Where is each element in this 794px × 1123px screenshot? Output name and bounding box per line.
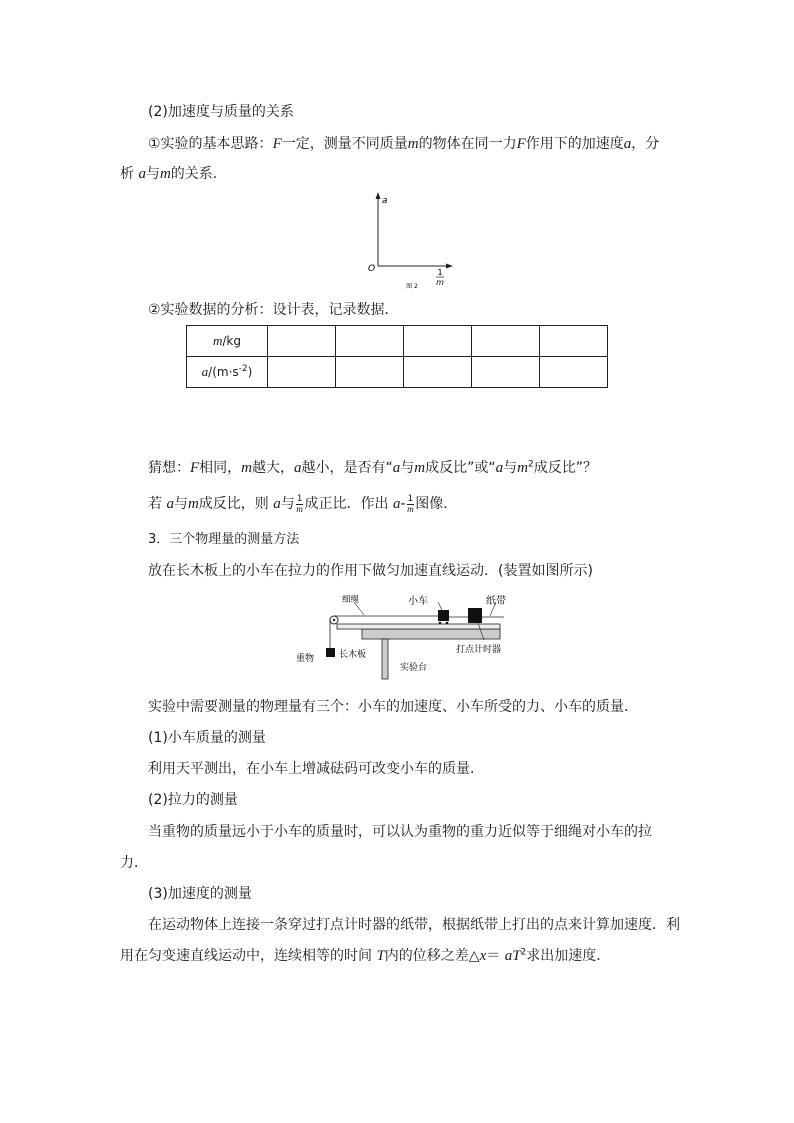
label-timer: 打点计时器 — [456, 645, 502, 655]
weight-block-icon — [326, 648, 335, 657]
heading-cart-mass: (1)小车质量的测量 — [148, 730, 266, 746]
label-weight: 重物 — [296, 654, 315, 664]
text-pull-force-line1: 当重物的质量远小于小车的质量时，可以认为重物的重力近似等于细绳对小车的拉 — [148, 824, 652, 840]
row-label-acceleration: $a/(m\cdot s^{-2})$ — [187, 357, 268, 388]
timer-block-icon — [468, 608, 482, 623]
section3-intro: 放在长木板上的小车在拉力的作用下做匀加速直线运动．(装置如图所示) — [148, 563, 593, 579]
data-table — [186, 325, 608, 388]
x-axis-arrow — [446, 264, 453, 269]
basic-idea-line2: 析 a与m的关系． — [120, 166, 227, 182]
fraction-one-over-m-2: $\frac{1}{m}$ — [407, 493, 414, 514]
long-board — [337, 624, 500, 629]
section-title-3: 3．三个物理量的测量方法 — [148, 532, 300, 547]
inverse-proportion-line: 若 a与m成反比，则 a与 $\frac{1}{m}$ 成正比．作出 a- $\frac{1}{m}$ 图像． — [148, 493, 458, 514]
table-cell[interactable] — [404, 326, 472, 357]
table-cell[interactable] — [404, 357, 472, 388]
text-acceleration-line2: 用在匀变速直线运动中，连续相等的时间 T内的位移之差△x＝ $aT^2$求出加速度． — [120, 947, 611, 964]
text-pull-force-line2: 力． — [120, 855, 148, 871]
table-cell[interactable] — [268, 326, 336, 357]
x-label-denominator: m — [436, 278, 444, 287]
figure-caption: 图 2 — [406, 283, 418, 290]
apparatus-diagram — [290, 590, 520, 680]
lab-bench-leg — [382, 639, 388, 679]
basic-idea-line1: ①实验的基本思路：F一定，测量不同质量m的物体在同一力F作用下的加速度a，分 — [148, 136, 660, 152]
table-row — [187, 357, 608, 388]
label-tape: 纸带 — [486, 596, 506, 607]
table-cell[interactable] — [472, 326, 540, 357]
text-cart-mass: 利用天平测出，在小车上增减砝码可改变小车的质量． — [148, 761, 484, 777]
row-label-mass: m/kg — [187, 326, 268, 357]
guess-line: 猜想：F相同，m越大，a越小，是否有“a与m成反比”或“a与$m^2$成反比”？ — [148, 459, 597, 476]
label-board: 长木板 — [339, 650, 367, 660]
fraction-one-over-m: $\frac{1}{m}$ — [296, 493, 303, 514]
origin-label: O — [368, 264, 376, 274]
table-cell[interactable] — [336, 357, 404, 388]
label-bench: 实验台 — [400, 663, 428, 673]
cart-block-icon — [438, 610, 449, 621]
table-cell[interactable] — [472, 357, 540, 388]
x-label-numerator: 1 — [437, 268, 443, 277]
table-cell[interactable] — [540, 357, 608, 388]
table-cell[interactable] — [540, 326, 608, 357]
table-cell[interactable] — [336, 326, 404, 357]
y-axis-arrow — [376, 192, 381, 199]
y-axis-label: a — [382, 196, 388, 206]
quantities-intro: 实验中需要测量的物理量有三个：小车的加速度、小车所受的力、小车的质量． — [148, 699, 638, 715]
heading-acceleration: (3)加速度的测量 — [148, 886, 252, 902]
text-acceleration-line1: 在运动物体上连接一条穿过打点计时器的纸带，根据纸带上打出的点来计算加速度．利 — [148, 917, 680, 933]
table-cell[interactable] — [268, 357, 336, 388]
a-vs-inverse-m-axes — [360, 190, 460, 290]
heading-pull-force: (2)拉力的测量 — [148, 792, 238, 808]
lab-bench-top — [362, 629, 500, 639]
section-heading-2: (2)加速度与质量的关系 — [148, 104, 294, 120]
table-row — [187, 326, 608, 357]
label-cart: 小车 — [408, 596, 428, 607]
data-analysis-line: ②实验数据的分析：设计表，记录数据． — [148, 302, 399, 318]
label-rope: 细绳 — [342, 595, 360, 605]
